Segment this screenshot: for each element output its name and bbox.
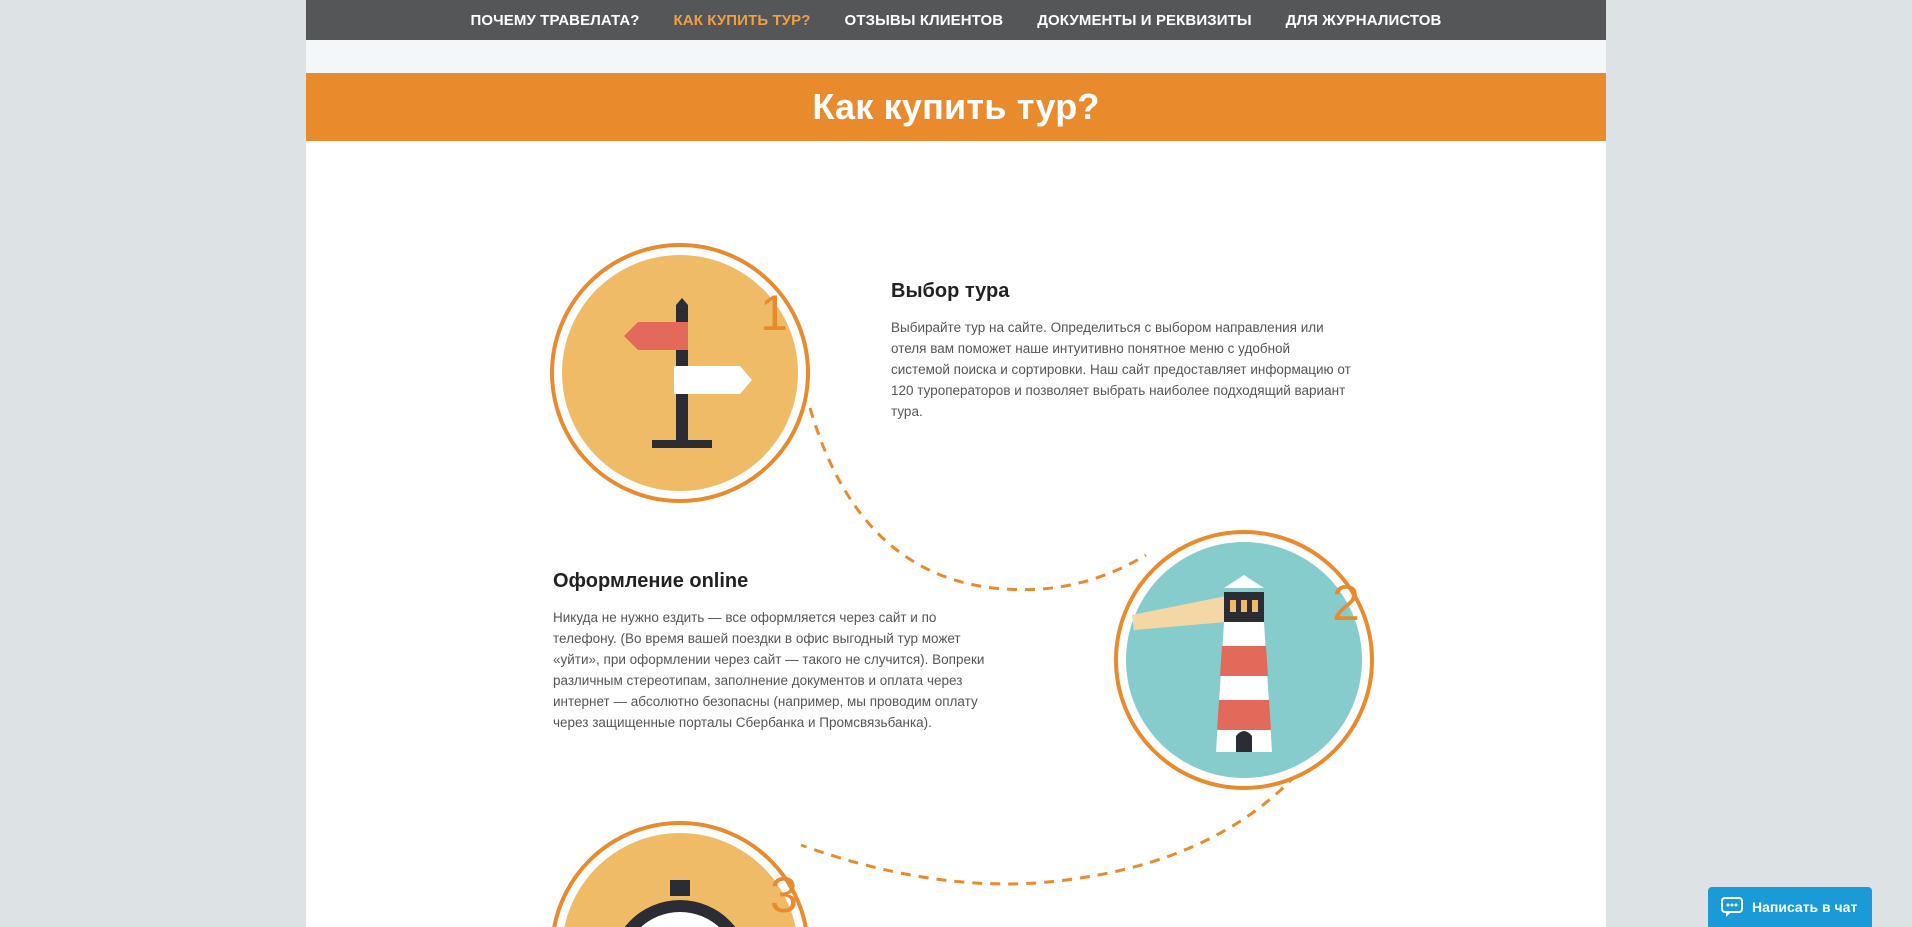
step-number-2: 2 (1332, 575, 1360, 631)
connector-1-2 (810, 408, 1146, 590)
chat-button-label: Написать в чат (1752, 899, 1858, 915)
steps-illustration (306, 40, 1606, 927)
nav-item-reviews[interactable]: ОТЗЫВЫ КЛИЕНТОВ (844, 11, 1004, 29)
signpost-icon (552, 245, 808, 501)
chat-icon (1720, 896, 1744, 918)
nav-item-journalists[interactable]: ДЛЯ ЖУРНАЛИСТОВ (1285, 11, 1442, 29)
step-1-title: Выбор тура (891, 280, 1010, 302)
step-1-description: Выбирайте тур на сайте. Определиться с выбором направления или отеля вам поможет наше интуитивно понятное меню с удобной системой поиска и сортировки. Наш сайт предоставляет информацию от 120 туроператоров и позволяет выбрать наиболее подходящий вариант тура. (891, 320, 1351, 419)
step-number-1: 1 (760, 285, 788, 341)
chat-button[interactable] (1708, 887, 1872, 927)
step-2-title: Оформление online (553, 570, 749, 592)
main-nav (306, 0, 1606, 40)
page-title: Как купить тур? (812, 86, 1100, 127)
connector-2-3 (801, 775, 1296, 884)
step-2-description: Никуда не нужно ездить — все оформляется через сайт и по телефону. (Во время вашей поездки в офис выгодный тур может «уйти», при оформлении через сайт — такого не случится). Вопреки различным стереотипам, заполнение документов и оплата через интернет — абсолютно безопасны (например, мы проводим оплату через защищенные порталы Сбербанка и Промсвязьбанка). (553, 610, 985, 730)
step-number-3: 3 (770, 867, 798, 923)
main-content (306, 40, 1606, 927)
lighthouse-icon (1116, 532, 1372, 788)
step-2-text (553, 570, 993, 733)
step-1-text (891, 280, 1351, 422)
nav-item-documents[interactable]: ДОКУМЕНТЫ И РЕКВИЗИТЫ (1037, 11, 1252, 29)
nav-item-why-travelata[interactable]: ПОЧЕМУ ТРАВЕЛАТА? (470, 11, 640, 29)
nav-item-how-to-buy[interactable]: КАК КУПИТЬ ТУР? (673, 11, 811, 29)
